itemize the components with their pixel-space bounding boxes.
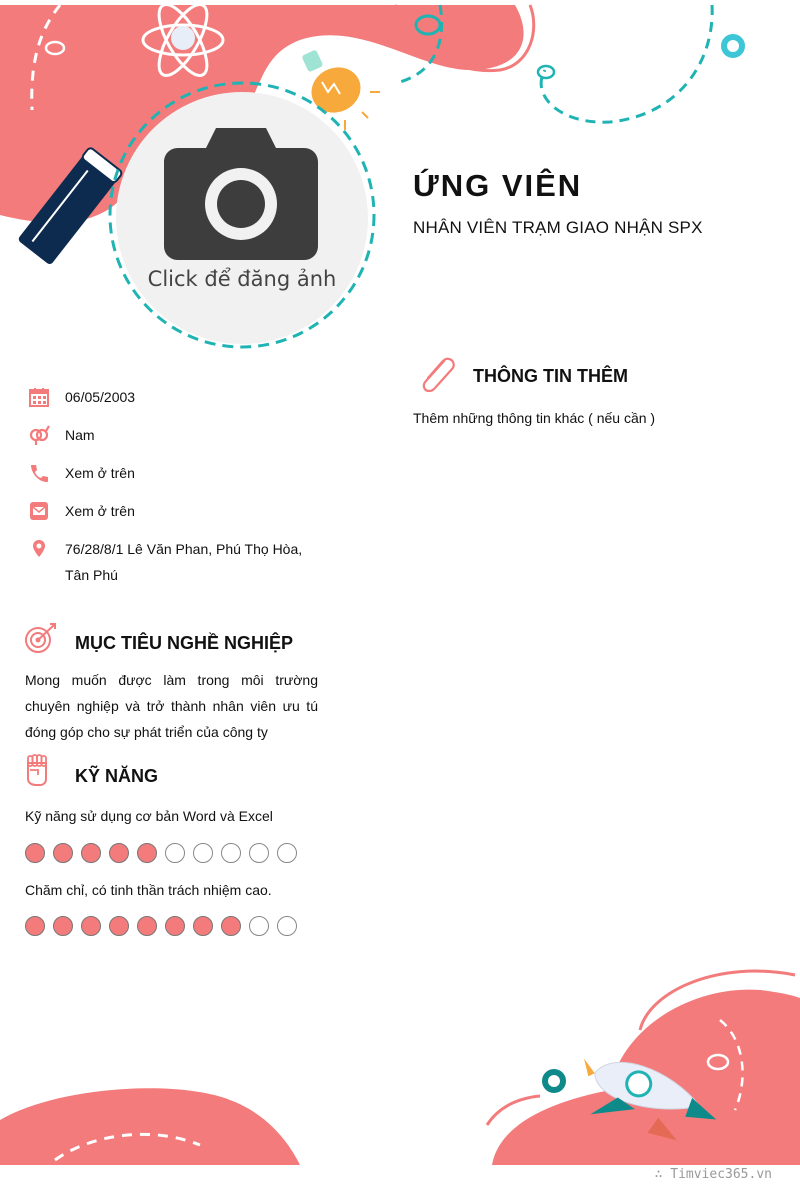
- rating-dot-filled: [193, 916, 213, 936]
- extra-info-title: THÔNG TIN THÊM: [473, 366, 628, 386]
- rating-dot-filled: [221, 916, 241, 936]
- candidate-position: NHÂN VIÊN TRẠM GIAO NHẬN SPX: [413, 218, 703, 237]
- phone-value: Xem ở trên: [65, 465, 135, 481]
- rating-dot-filled: [109, 843, 129, 863]
- target-icon: [24, 622, 58, 656]
- skills-title: KỸ NĂNG: [75, 766, 159, 786]
- photo-upload[interactable]: [116, 92, 368, 344]
- rating-dot-filled: [53, 916, 73, 936]
- rating-dot-filled: [81, 916, 101, 936]
- bottom-left-blob: [0, 1088, 300, 1165]
- rating-dot-empty: [221, 843, 241, 863]
- info-phone: [24, 460, 324, 486]
- rating-dot-filled: [25, 843, 45, 863]
- rating-dot-filled: [25, 916, 45, 936]
- extra-info-text: Thêm những thông tin khác ( nếu cần ): [413, 410, 656, 426]
- info-gender: [24, 422, 324, 448]
- rating-dot-filled: [165, 916, 185, 936]
- fist-icon: [24, 753, 50, 787]
- rating-dot-empty: [165, 843, 185, 863]
- objective-text: Mong muốn được làm trong môi trường chuyên nghiệp và trở thành nhân viên ưu tú đóng góp cho sự phát triển của công ty: [25, 672, 318, 740]
- candidate-name: ỨNG VIÊN: [413, 168, 583, 203]
- birthdate-value: 06/05/2003: [65, 389, 136, 405]
- skill-rating: [25, 843, 297, 863]
- rating-dot-filled: [137, 843, 157, 863]
- info-address: [24, 536, 324, 588]
- info-email: [24, 498, 324, 524]
- phone-icon: [28, 462, 50, 484]
- calendar-icon: [28, 386, 50, 408]
- paperclip-icon: [416, 355, 458, 395]
- rating-dot-empty: [249, 843, 269, 863]
- camera-icon: [164, 126, 318, 260]
- location-icon: [28, 538, 50, 560]
- address-value: 76/28/8/1 Lê Văn Phan, Phú Thọ Hòa, Tân Phú: [65, 541, 303, 583]
- rating-dot-empty: [277, 843, 297, 863]
- rating-dot-filled: [53, 843, 73, 863]
- gender-value: Nam: [65, 427, 95, 443]
- gender-icon: [28, 424, 50, 446]
- skill-name: Chăm chỉ, có tinh thần trách nhiệm cao.: [25, 882, 272, 898]
- photo-upload-label: Click để đăng ảnh: [147, 267, 337, 291]
- objective-title: MỤC TIÊU NGHỀ NGHIỆP: [75, 633, 294, 653]
- skill-name: Kỹ năng sử dụng cơ bản Word và Excel: [25, 808, 273, 824]
- email-icon: [28, 500, 50, 522]
- info-birthdate: [24, 384, 324, 410]
- email-value: Xem ở trên: [65, 503, 135, 519]
- rating-dot-filled: [81, 843, 101, 863]
- watermark: ∴ Timviec365.vn: [654, 1167, 772, 1182]
- skill-rating: [25, 916, 297, 936]
- rating-dot-empty: [193, 843, 213, 863]
- rating-dot-empty: [249, 916, 269, 936]
- rating-dot-filled: [137, 916, 157, 936]
- rating-dot-empty: [277, 916, 297, 936]
- rating-dot-filled: [109, 916, 129, 936]
